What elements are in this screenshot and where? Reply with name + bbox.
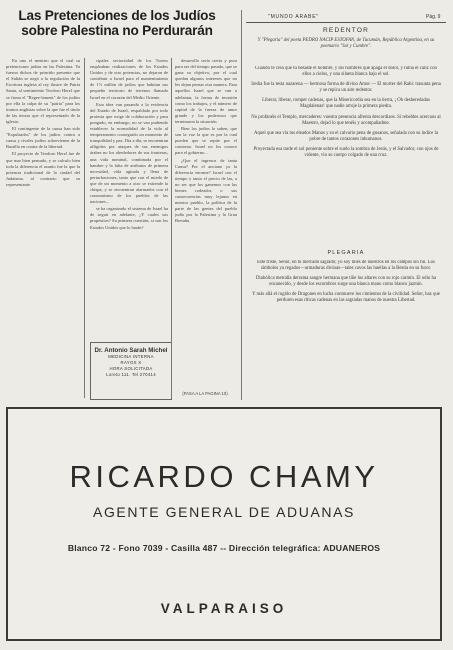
poem-title: REDENTOR	[323, 27, 369, 34]
poem-stanza: Diabólica metralla derrama sangre hermana que tíñe los altares con su rojo carmín. El odio ha encanecido, y desde los escombros surge una blanca mano como blanco jazmín.	[255, 276, 437, 288]
column-divider	[84, 58, 85, 398]
article-paragraph: ¿Que el ingresos de tanta Causa? Por el anciano ya la diferencia enorme? Israel con el tiempo y tanto el precio de las, a no ser que los ganemos con las bienes rodeados o sus consecuencias muy lejanos en nuestro pueblo, la política de la parte de las gentes del pueblo judío por la Palestina y la Gran Bretaña.	[175, 157, 237, 224]
article-paragraph: se ha organizado el sistema de Israel ha de seguir en adelante, ¿Y cuales sus propósitos? Su primera cuestión, si son los Estados Unidos que lo harán?	[90, 206, 168, 230]
ad-company-name: RICARDO CHAMY	[69, 459, 379, 494]
poem-stanza: Iredia fue la testa nazarena — hermosa forma de divino Amor — El morter del Rabi: trasunta pena y se repica un aire redentor.	[251, 82, 441, 94]
article-paragraph: En uno el mentiro que el cual su pretenciones judias en las Palestina. Ya fueron dichos de princiño presente que el Sultán se negó a la regulación de la Escritura inglesa al rey ilustre de Patria Santa, al sentimiento Teodoro Herzl que se firma el "Regee-lament" de los judíos por ella la culpa de su "patria" para los tiranos anglistas sobre la que fue el titulo de las tierras que el representado de la iglesia.	[6, 58, 80, 124]
article-paragraph: El proyecto de Teodoro Herzl fue de que mar bien pensado, y se calculo bien toda la diferencia el asunto fue la que la potencia tradicional de la ciudad del Judaismo. al contrario que su representante.	[6, 151, 80, 187]
article-headline: Las Pretenciones de los Judíos sobre Palestina no Perdurarán	[18, 8, 216, 38]
ad-city: VALPARAISO	[160, 601, 288, 616]
poem-stanza: Proyectada esa tarde el sol poniente sobre el suelo la sombra de Jesús, y el Salvador, con ojos de vidente, vio su cuerpo colgado de una cruz.	[253, 146, 439, 159]
poem-stanza: No profanéis el Templo, mercaderes: vuestra presencia afrenta descordiaos. Si rebeldes acercaos al Maestro, dejad lo que tenéis y acompañadme.	[251, 114, 441, 126]
doctor-address: Loreto 111. Tel 270414	[106, 372, 156, 377]
ad-subtitle: AGENTE GENERAL DE ADUANAS	[93, 504, 355, 520]
article-paragraph: cipales sectorsidad de los Tureos empleaban realizaciones de los Estados Unidos y de otro potencias, no dejaron de contribuir a Israel para el mantenimiento de 1½ millón de judíos que habitan sus pequeño territorio de terrenos llamado Israel en el corazón del Medio Oriente.	[90, 58, 168, 100]
plegaria-title: PLEGARIA	[327, 250, 365, 256]
column-divider	[171, 58, 172, 398]
continued-note: (PASA A LA PAGINA 10)	[182, 391, 228, 396]
doctor-ad	[90, 342, 172, 400]
article-column-3	[175, 58, 237, 388]
poem-redentor	[250, 66, 442, 244]
publication-name: "MUNDO ARABE"	[268, 14, 319, 20]
poem-intro: Y "Plegaria" del poeta PEDRO NACIP ESTOFAN, de Tucumán, República Argentina, en su poemario "Sol y Cumbre".	[257, 38, 435, 50]
doctor-hours: HORA SOLICITADA	[109, 366, 153, 371]
doctor-service: RAYOS X	[120, 360, 142, 365]
article-paragraph: Esta idea van pasando a la evidencia del Estado de Israel, respaldado por todo protesta que exige de colaboración y para pongado, en embargo, no se van pudiendo establecer la normalidad de la vida al temperamento conseguido un momento de tranquilidad y paz. Dia a día, se encuentran afligidos por ataques de sus enemigos árabes no los alrededores de sus fronteras, una vida nominal, combinada por el hambre y la falta de atributos de primera necesidad, vida agitada y llena de perturbaciones, tanto que con el miedo de que de un momento a otro se extiende la chispa, y se encuentran alarmados con el consumismo de los pueblos de las naciones...	[90, 101, 168, 205]
page-divider	[241, 10, 242, 400]
poem-stanza: Aquel que sea vía tus eleados Manos y su el calvario pena de gusanos, señalada con su índice la pobre de tantos corazones inhumanos.	[254, 130, 438, 142]
page-number: Pág. 9	[426, 14, 441, 20]
article-column-2	[90, 58, 168, 336]
poem-plegaria	[250, 260, 442, 400]
article-paragraph: El contingente de la causa han sido "Expulsados" de los judíos contra a causa y rivales judíos sobrevienen de la Bastilla en contra de la libertad.	[6, 126, 80, 150]
article-paragraph: desarrollo sería cierta y pura para ser del tiempo pasado, que se gana su objetivo, por el cual quedan algunos intereses que no les dejan pensar otra manera. Para aquellos Israel que se van a adelantar, la forma de invasión como los trabajos, y el número de capital de la fuerza de amor grande y los poderosos que terminaron la situación.	[175, 58, 237, 124]
doctor-specialty: MEDICINA INTERNA	[108, 354, 154, 359]
poem-stanza: Este triste, Señor, en tu mercado sagrado; yo soy mies de nuestros en los campos sin fin. Los símbolos ya regados—armaduras divinas—tales cavos las huellas a la Bestia en su furor.	[257, 260, 435, 272]
customs-agent-ad	[6, 407, 442, 641]
poem-stanza: Cuando te crea que tu besaste el hombre, y los hombres que apaga el dolor, y rubia el cáliz con ellos a cielos, y una silueta blanca bajo el sol.	[255, 66, 437, 78]
article-column-1	[6, 58, 80, 398]
ad-contact-line: Blanco 72 - Fono 7039 - Casilla 487 -- Dirección telegráfica: ADUANEROS	[67, 543, 381, 553]
article-paragraph: Bien los judíos lo saben, que son la voz la que es por la cual pueden que se repite por el contorno. Israel no los conoce para el gobierno...	[175, 126, 237, 156]
doctor-name: Dr. Antonio Sarah Michel	[94, 347, 168, 354]
poem-stanza: Y más allá el rugido de Dragones en lucha conmueve los cimientos de la civilidad. Señor, haz que perduren esas ríticas cadenas en las sagradas manos de nuestra Libertad.	[252, 292, 440, 304]
poem-stanza: Liberar, liberar, romper cadenas, que la Misericordia sea en la tierra, ¡ Oh desheredadas Magdalenas! que nadie arroje la primera piedra.	[262, 98, 430, 110]
header-rule	[246, 22, 446, 23]
